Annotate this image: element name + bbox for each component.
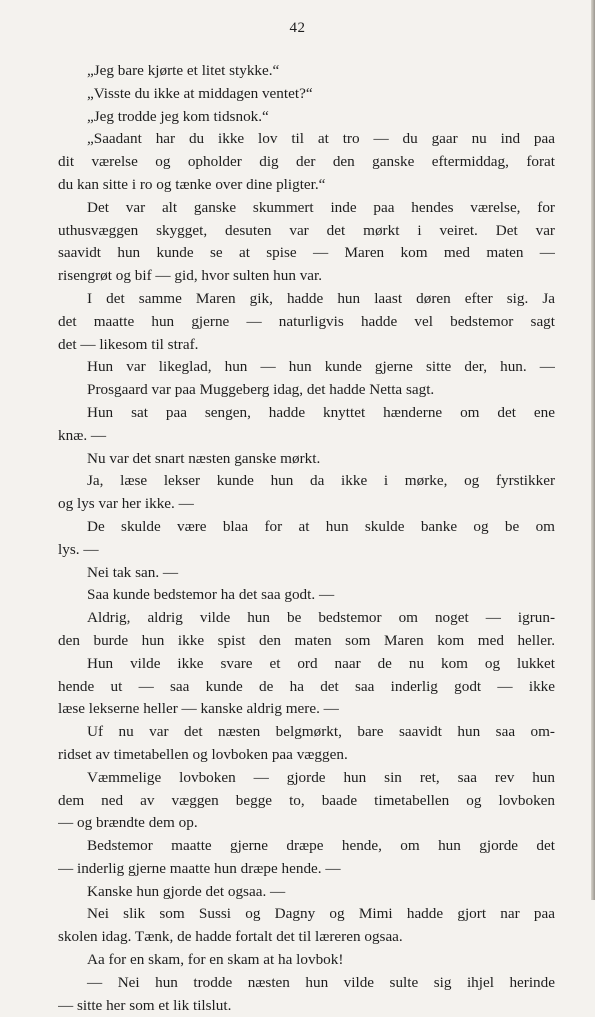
- text-line: Hun vilde ikke svare et ord naar de nu kom og lukket: [87, 654, 555, 672]
- text-line: — og brændte dem op.: [58, 814, 198, 832]
- text-line: ridset av timetabellen og lovboken paa væggen.: [58, 745, 348, 763]
- text-line: Væmmelige lovboken — gjorde hun sin ret, saa rev hun: [87, 768, 555, 786]
- text-line: Ja, læse lekser kunde hun da ikke i mørke, og fyrstikker: [87, 472, 555, 490]
- text-line: „Saadant har du ikke lov til at tro — du gaar nu ind paa: [87, 130, 555, 148]
- text-line: Aldrig, aldrig vilde hun be bedstemor om noget — igrun-: [87, 609, 555, 627]
- text-line: Saa kunde bedstemor ha det saa godt. —: [87, 586, 335, 604]
- text-line: Nu var det snart næsten ganske mørkt.: [87, 449, 321, 467]
- text-line: Hun sat paa sengen, hadde knyttet hænderne om det ene: [87, 403, 555, 421]
- text-line: Bedstemor maatte gjerne dræpe hende, om hun gjorde det: [87, 837, 555, 855]
- text-line: „Jeg bare kjørte et litet stykke.“: [87, 62, 280, 79]
- text-line: den burde hun ikke spist den maten som Maren kom med heller.: [58, 631, 555, 649]
- body-text: [58, 60, 555, 1017]
- text-line: Uf nu var det næsten belgmørkt, bare saavidt hun saa om-: [87, 723, 555, 741]
- text-line: knæ. —: [58, 426, 107, 444]
- page-edge: [591, 0, 595, 900]
- text-line: Aa for en skam, for en skam at ha lovbok!: [87, 951, 344, 969]
- text-line: — inderlig gjerne maatte hun dræpe hende. —: [58, 859, 341, 877]
- text-line: du kan sitte i ro og tænke over dine pligter.“: [58, 175, 326, 193]
- text-line: I det samme Maren gik, hadde hun laast døren efter sig. Ja: [87, 289, 555, 307]
- text-line: Hun var likeglad, hun — hun kunde gjerne sitte der, hun. —: [87, 358, 555, 376]
- text-line: — sitte her som et lik tilslut.: [58, 996, 232, 1014]
- text-line: læse lekserne heller — kanske aldrig mere. —: [58, 700, 339, 718]
- text-line: skolen idag. Tænk, de hadde fortalt det til læreren ogsaa.: [58, 928, 403, 946]
- text-line: det maatte hun gjerne — naturligvis hadde vel bedstemor sagt: [58, 312, 555, 330]
- text-line: — Nei hun trodde næsten hun vilde sulte sig ihjel herinde: [87, 973, 555, 991]
- text-line: Nei slik som Sussi og Dagny og Mimi hadde gjort nar paa: [87, 905, 555, 923]
- text-line: De skulde være blaa for at hun skulde banke og be om: [87, 517, 555, 535]
- text-line: saavidt hun kunde se at spise — Maren kom med maten —: [58, 244, 555, 262]
- text-line: Nei tak san. —: [87, 563, 179, 581]
- text-line: „Jeg trodde jeg kom tidsnok.“: [87, 107, 269, 125]
- text-line: Det var alt ganske skummert inde paa hendes værelse, for: [87, 198, 555, 216]
- text-line: risengrøt og bif — gid, hvor sulten hun var.: [58, 267, 323, 285]
- text-line: uthusvæggen skygget, desuten var det mørkt i veiret. Det var: [58, 221, 555, 239]
- text-line: „Visste du ikke at middagen ventet?“: [87, 84, 313, 102]
- text-line: Prosgaard var paa Muggeberg idag, det hadde Netta sagt.: [87, 381, 435, 399]
- text-line: dit værelse og opholder dig der den ganske eftermiddag, forat: [58, 153, 555, 171]
- text-line: lys. —: [58, 540, 99, 558]
- text-line: og lys var her ikke. —: [58, 495, 194, 513]
- text-line: det — likesom til straf.: [58, 335, 199, 353]
- text-line: Kanske hun gjorde det ogsaa. —: [87, 882, 286, 900]
- text-line: dem ned av væggen begge to, baade timetabellen og lovboken: [58, 791, 555, 809]
- page-number: 42: [289, 20, 306, 36]
- text-line: hende ut — saa kunde de ha det saa inderlig godt — ikke: [58, 677, 555, 695]
